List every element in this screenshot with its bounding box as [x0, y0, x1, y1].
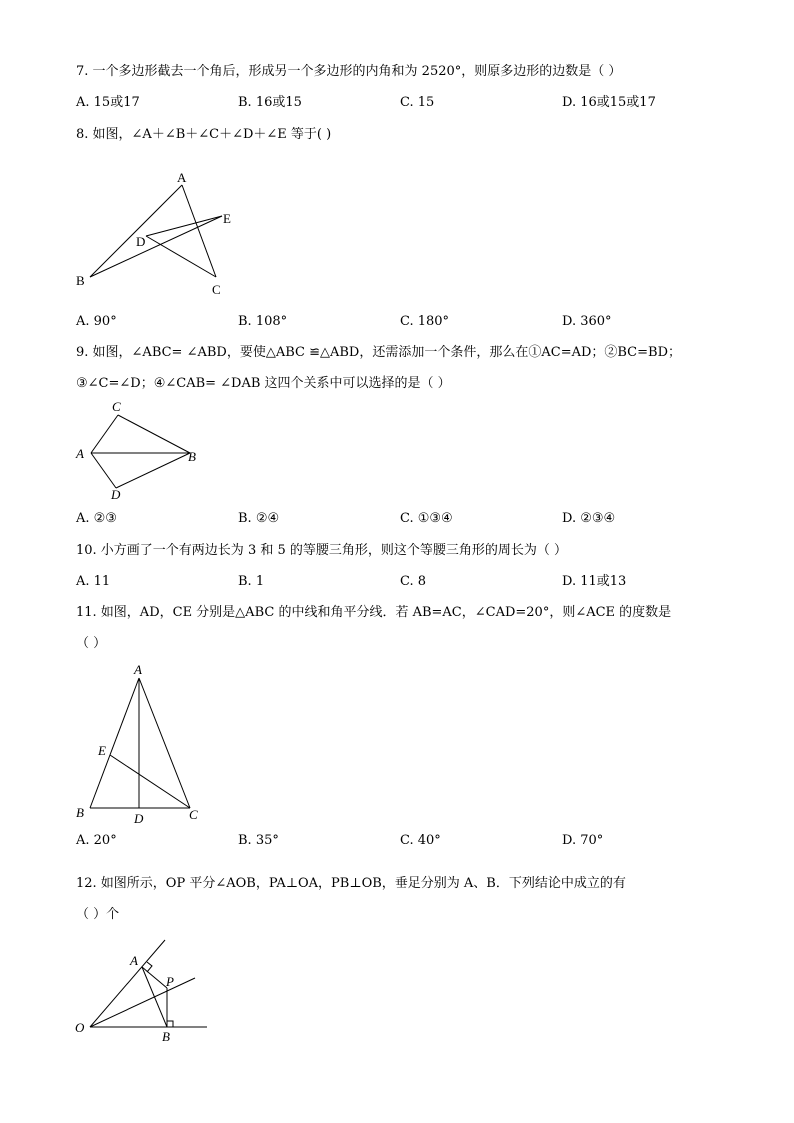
q11-label-c: C: [189, 807, 198, 822]
q11-option-a[interactable]: A. 20°: [76, 833, 117, 848]
q11-option-b[interactable]: B. 35°: [238, 833, 279, 848]
q8-label-b: B: [76, 273, 85, 288]
q9-option-b[interactable]: B. ②④: [238, 511, 280, 526]
q8-label-a: A: [177, 170, 187, 185]
q12-segment-ab: [142, 967, 167, 1027]
q8-segment-ba: [90, 185, 182, 277]
q9-option-a[interactable]: A. ②③: [76, 511, 117, 526]
q8-option-a[interactable]: A. 90°: [76, 314, 117, 329]
q7-option-c[interactable]: C. 15: [400, 95, 435, 110]
question-7-stem: 7. 一个多边形截去一个角后，形成另一个多边形的内角和为 2520°，则原多边形的边数是（ ）: [76, 64, 622, 79]
q11-label-e: E: [98, 743, 106, 758]
q12-label-a: A: [130, 953, 138, 968]
q10-option-a[interactable]: A. 11: [76, 574, 111, 589]
q8-label-e: E: [223, 211, 231, 226]
q9-label-b: B: [188, 449, 196, 464]
q9-segment-ad: [91, 453, 116, 488]
q12-label-p: P: [166, 974, 174, 989]
q8-option-b[interactable]: B. 108°: [238, 314, 288, 329]
q9-segment-ac: [91, 415, 118, 453]
question-11-stem-line2: （ ）: [76, 636, 107, 651]
q11-segment-ac: [139, 678, 190, 808]
q11-option-d[interactable]: D. 70°: [562, 833, 604, 848]
q12-label-b: B: [162, 1029, 170, 1044]
q8-label-c: C: [212, 282, 221, 297]
q8-segment-be: [90, 216, 222, 277]
q11-option-c[interactable]: C. 40°: [400, 833, 441, 848]
q11-label-b: B: [76, 805, 84, 820]
q12-figure: [65, 930, 215, 1048]
q11-segment-ce: [110, 755, 190, 808]
q12-ray-op: [90, 978, 195, 1027]
q8-segment-ac: [182, 185, 216, 277]
question-9-stem-line1: 9. 如图，∠ABC= ∠ABD，要使△ABC ≌△ABD，还需添加一个条件，那么在①AC=AD；②BC=BD；: [76, 345, 682, 360]
q8-option-d[interactable]: D. 360°: [562, 314, 612, 329]
q8-segment-ed: [146, 216, 222, 236]
q12-ray-oa: [90, 940, 165, 1027]
q10-option-b[interactable]: B. 1: [238, 574, 265, 589]
question-12-stem-line1: 12. 如图所示，OP 平分∠AOB，PA⊥OA，PB⊥OB，垂足分别为 A、B．下列结论中成立的有: [76, 876, 626, 891]
q12-right-angle-b: [167, 1021, 173, 1027]
q9-label-c: C: [112, 399, 121, 414]
q12-right-angle-a: [147, 962, 152, 972]
q7-option-b[interactable]: B. 16或15: [238, 95, 302, 110]
q7-option-d[interactable]: D. 16或15或17: [562, 95, 656, 110]
q12-label-o: O: [75, 1020, 85, 1035]
q12-segment-pa: [142, 967, 167, 988]
q10-option-d[interactable]: D. 11或13: [562, 574, 627, 589]
question-11-stem-line1: 11. 如图，AD，CE 分别是△ABC 的中线和角平分线．若 AB=AC，∠CAD=20°，则∠ACE 的度数是: [76, 605, 672, 620]
q9-label-d: D: [111, 487, 121, 502]
q11-label-a: A: [134, 662, 142, 677]
q8-option-c[interactable]: C. 180°: [400, 314, 450, 329]
q9-option-c[interactable]: C. ①③④: [400, 511, 453, 526]
q7-option-a[interactable]: A. 15或17: [76, 95, 140, 110]
question-10-stem: 10. 小方画了一个有两边长为 3 和 5 的等腰三角形，则这个等腰三角形的周长为（ ）: [76, 543, 568, 558]
q11-figure: [70, 658, 220, 830]
q10-option-c[interactable]: C. 8: [400, 574, 427, 589]
q8-label-d: D: [136, 234, 146, 249]
question-9-stem-line2: ③∠C=∠D；④∠CAB= ∠DAB 这四个关系中可以选择的是（ ）: [76, 376, 451, 391]
q9-label-a: A: [76, 446, 84, 461]
q9-segment-db: [116, 453, 190, 488]
q8-segment-dc: [146, 236, 216, 277]
q9-option-d[interactable]: D. ②③④: [562, 511, 616, 526]
question-8-stem: 8. 如图，∠A＋∠B＋∠C＋∠D＋∠E 等于( ): [76, 127, 332, 142]
q9-segment-cb: [118, 415, 190, 453]
q9-figure: [70, 398, 210, 506]
q11-label-d: D: [134, 811, 144, 826]
q8-figure: [60, 165, 260, 305]
question-12-stem-line2: （ ）个: [76, 907, 120, 922]
